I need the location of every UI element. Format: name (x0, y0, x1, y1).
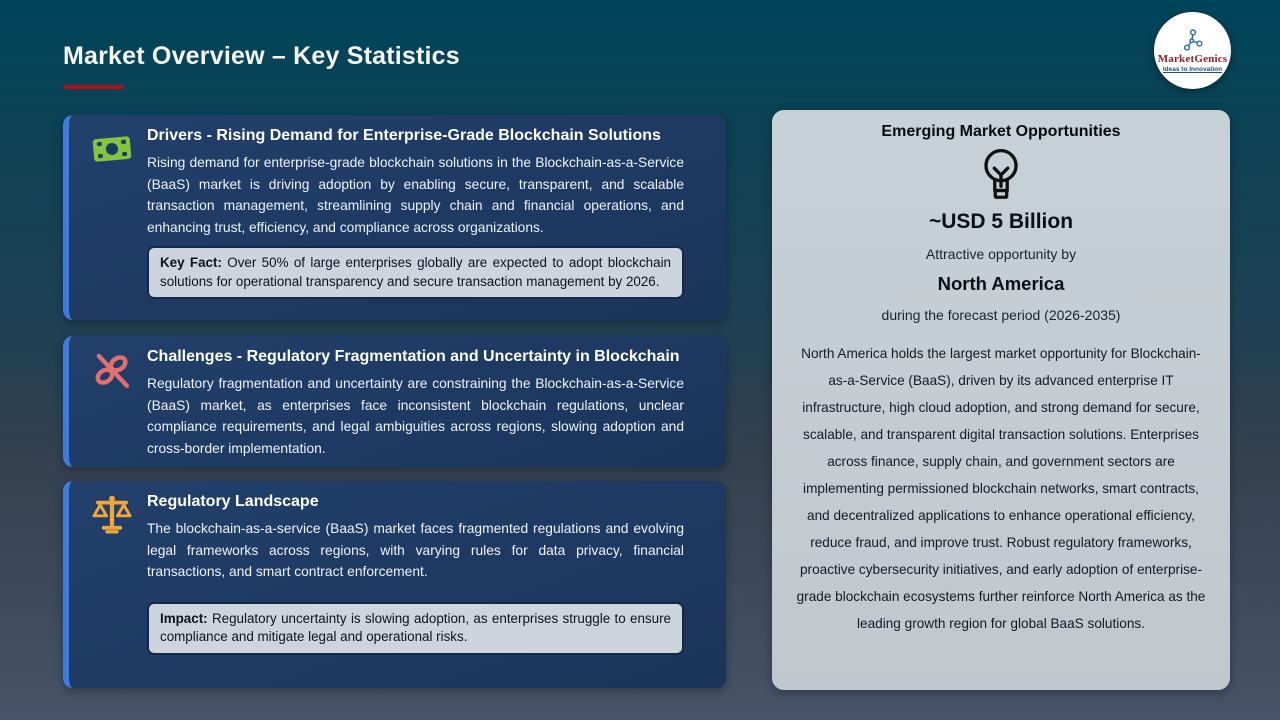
opportunity-subtitle: Attractive opportunity by (925, 246, 1077, 262)
money-bill-icon (91, 124, 133, 312)
title-underline (64, 85, 124, 89)
drivers-title: Drivers - Rising Demand for Enterprise-Grade Blockchain Solutions (147, 127, 661, 144)
page-title: Market Overview – Key Statistics (63, 42, 460, 70)
opportunity-region: North America (937, 273, 1065, 294)
opportunity-panel-title: Emerging Market Opportunities (881, 123, 1121, 140)
challenges-card-content (147, 345, 684, 459)
regulatory-card (63, 481, 726, 688)
top-accent-band (0, 0, 1280, 14)
broken-link-icon (91, 345, 133, 459)
key-fact-callout (147, 246, 684, 299)
regulatory-card-content (147, 490, 684, 680)
challenges-card (63, 336, 726, 467)
key-fact-label: Key Fact: (160, 255, 222, 270)
logo-marketgenics (1154, 12, 1231, 89)
molecule-icon (1181, 28, 1205, 52)
drivers-body: Rising demand for enterprise-grade blockchain solutions in the Blockchain-as-a-Service (BaaS) market is driving adoption by enabling secure, transparent, and scalable transaction management, streamlining supply chain and financial operations, and enhancing trust, efficiency, and compliance across organizations. (147, 155, 684, 235)
drivers-card-content (147, 124, 684, 312)
key-fact-text: Over 50% of large enterprises globally are expected to adopt blockchain solutions for operational transparency and secure transaction management by 2026. (160, 255, 671, 289)
logo-name: MarketGenics (1157, 53, 1228, 65)
balance-scale-icon (91, 490, 133, 680)
impact-text: Regulatory uncertainty is slowing adoption, as enterprises struggle to ensure compliance and mitigate legal and operational risks. (160, 610, 671, 645)
lightbulb-icon (792, 147, 1210, 210)
opportunity-panel (772, 110, 1230, 690)
opportunity-description: North America holds the largest market opportunity for Blockchain-as-a-Service (BaaS), driven by its advanced enterprise IT infrastructure, high cloud adoption, and strong demand for secure, scalable, and transparent digital transaction solutions. Enterprises across finance, supply chain, and government sectors are implementing permissioned blockchain networks, smart contracts, and decentralized applications to enhance operational efficiency, reduce fraud, and improve trust. Robust regulatory frameworks, proactive cybersecurity initiatives, and early adoption of enterprise-grade blockchain ecosystems further reinforce North America as the leading growth region for global BaaS solutions. (796, 346, 1206, 631)
opportunity-value: ~USD 5 Billion (928, 210, 1074, 233)
challenges-body: Regulatory fragmentation and uncertainty are constraining the Blockchain-as-a-Service (BaaS) market, as enterprises face inconsistent blockchain regulations, unclear compliance requirements, and legal ambiguities across regions, slowing adoption and cross-border implementation. (147, 376, 684, 456)
opportunity-period: during the forecast period (2026-2035) (881, 307, 1121, 323)
drivers-card (63, 115, 726, 320)
regulatory-title: Regulatory Landscape (147, 493, 319, 510)
challenges-title: Challenges - Regulatory Fragmentation and Uncertainty in Blockchain (147, 348, 680, 365)
impact-label: Impact: (160, 610, 208, 626)
regulatory-body: The blockchain-as-a-service (BaaS) market faces fragmented regulations and evolving legal frameworks across regions, with varying rules for data privacy, financial transactions, and smart contract enforcement. (147, 521, 684, 579)
impact-callout (147, 602, 684, 655)
logo-tagline: Ideas to Innovation (1162, 66, 1223, 73)
